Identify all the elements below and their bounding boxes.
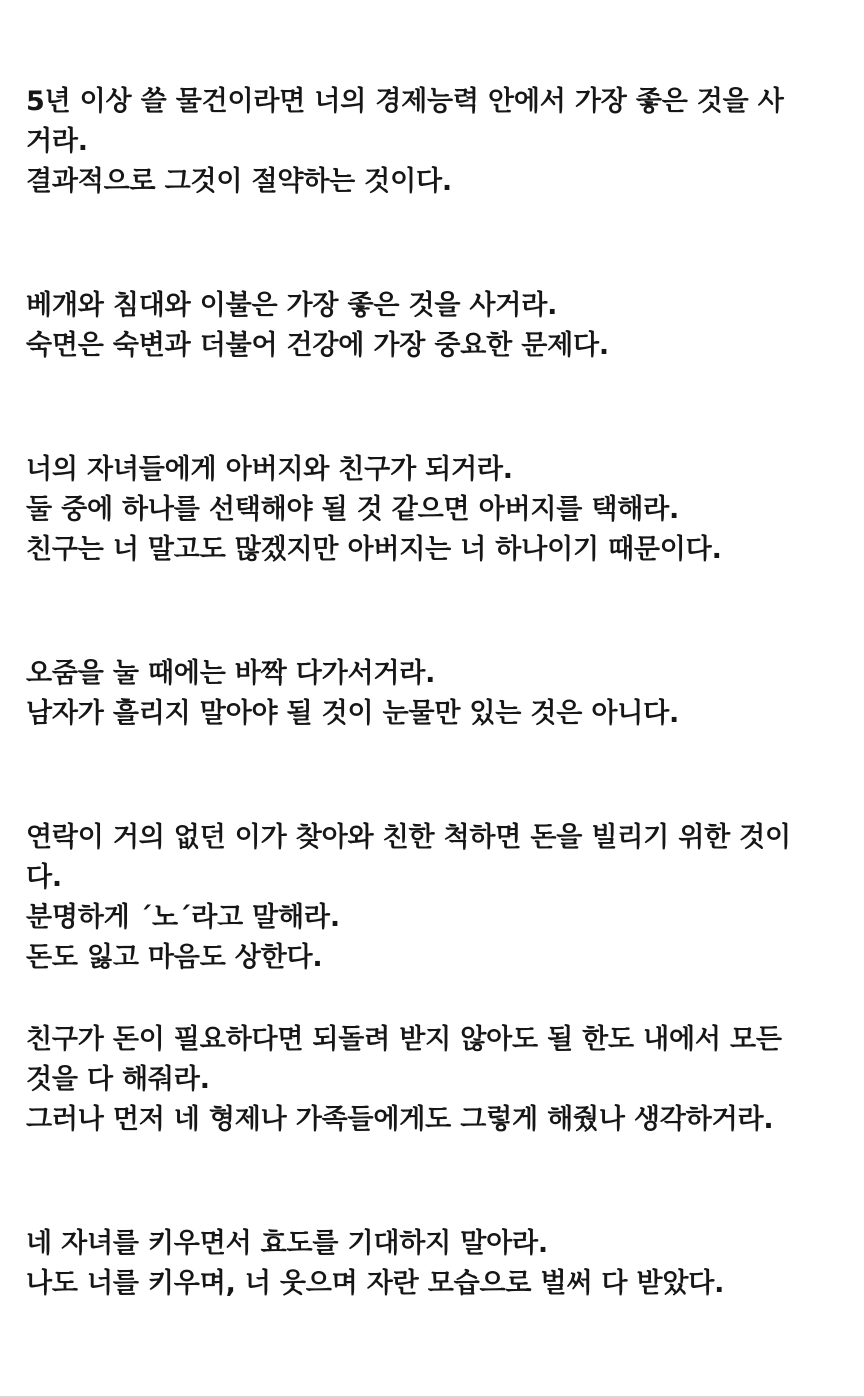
text-line: 거라.: [26, 126, 88, 157]
text-line: 결과적으로 그것이 절약하는 것이다.: [26, 166, 452, 197]
paragraph-spacer: [26, 366, 838, 450]
text-line: 숙면은 숙변과 더불어 건강에 가장 중요한 문제다.: [26, 330, 609, 361]
text-line: 5년 이상 쓸 물건이라면 너의 경제능력 안에서 가장 좋은 것을 사: [26, 86, 784, 117]
text-line: 친구가 돈이 필요하다면 되돌려 받지 않아도 될 한도 내에서 모든: [26, 1024, 782, 1055]
text-line: 분명하게 ´노´라고 말해라.: [26, 902, 340, 933]
text-line: 너의 자녀들에게 아버지와 친구가 되거라.: [26, 454, 513, 485]
text-line: 남자가 흘리지 말아야 될 것이 눈물만 있는 것은 아니다.: [26, 698, 680, 729]
paragraph-4: [26, 654, 838, 734]
text-line: 네 자녀를 키우면서 효도를 기대하지 말아라.: [26, 1228, 548, 1259]
text-line: 돈도 잃고 마음도 상한다.: [26, 942, 323, 973]
paragraph-spacer: [26, 1140, 838, 1224]
text-line: 오줌을 눌 때에는 바짝 다가서거라.: [26, 658, 436, 689]
text-line: 둘 중에 하나를 선택해야 될 것 같으면 아버지를 택해라.: [26, 494, 680, 525]
text-line: 그러나 먼저 네 형제나 가족들에게도 그렇게 해줬나 생각하거라.: [26, 1104, 774, 1135]
paragraph-spacer: [26, 570, 838, 654]
text-line: 나도 너를 키우며, 너 웃으며 자란 모습으로 벌써 다 받았다.: [26, 1268, 725, 1299]
paragraph-5: [26, 818, 838, 978]
paragraph-1: [26, 82, 838, 202]
paragraph-spacer: [26, 734, 838, 818]
text-line: 베개와 침대와 이불은 가장 좋은 것을 사거라.: [26, 290, 558, 321]
text-line: 것을 다 해줘라.: [26, 1064, 210, 1095]
text-line: 연락이 거의 없던 이가 찾아와 친한 척하면 돈을 빌리기 위한 것이: [26, 822, 791, 853]
paragraph-spacer: [26, 978, 838, 1020]
paragraph-spacer: [26, 202, 838, 286]
paragraph-2: [26, 286, 838, 366]
text-line: 다.: [26, 862, 62, 893]
paragraph-3: [26, 450, 838, 570]
paragraph-7: [26, 1224, 838, 1304]
paragraph-6: [26, 1020, 838, 1140]
document-body: [26, 82, 838, 1304]
text-line: 친구는 너 말고도 많겠지만 아버지는 너 하나이기 때문이다.: [26, 534, 722, 565]
